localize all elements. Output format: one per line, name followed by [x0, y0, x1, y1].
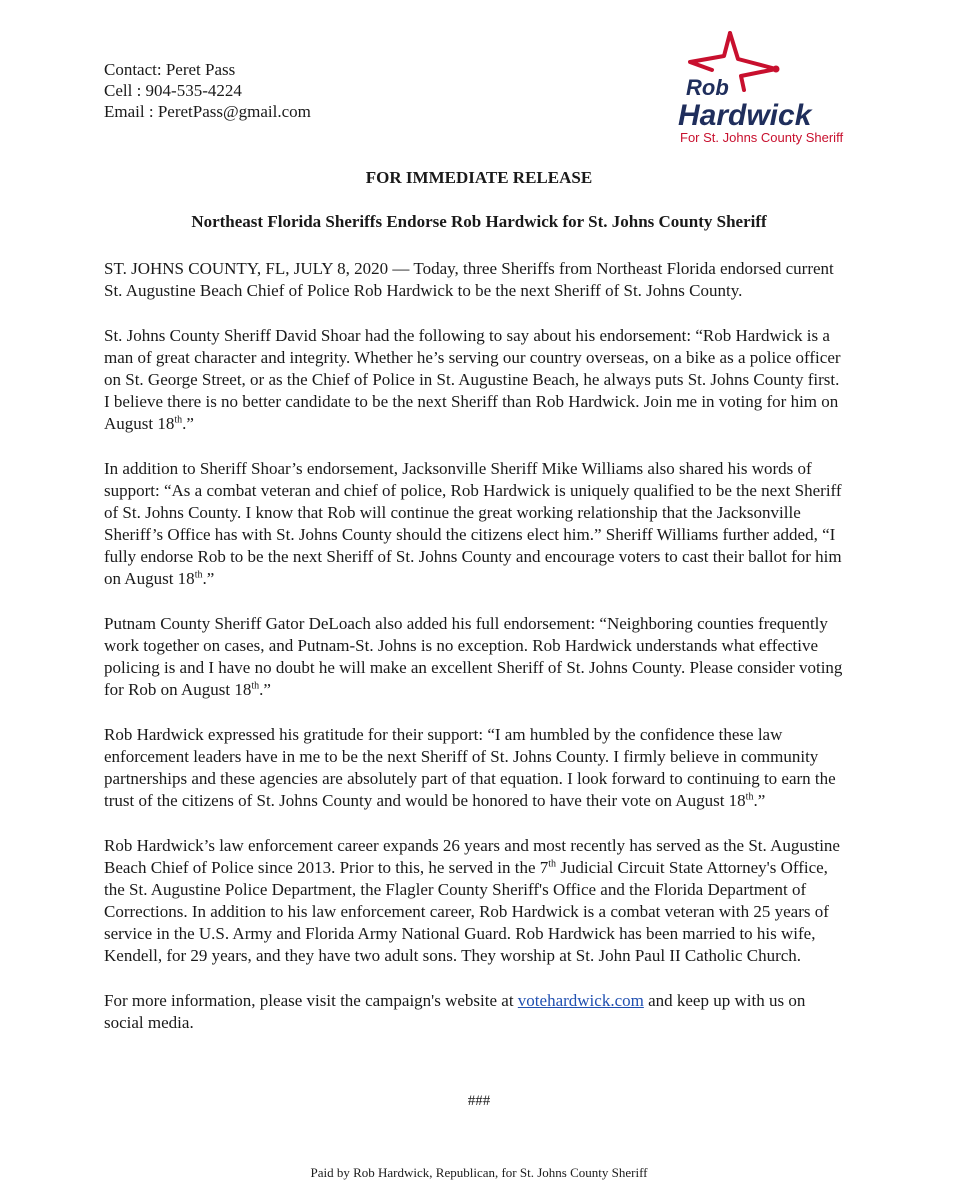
website-link[interactable]: votehardwick.com	[517, 991, 644, 1010]
paragraph-4: Putnam County Sheriff Gator DeLoach also added his full endorsement: “Neighboring counties frequently work together on cases, and Putnam-St. Johns is no exception. Rob Hardwick understands what effective policing is and I have no doubt he will make an excellent Sheriff of St. Johns County. Please consider voting for Rob on August 18th.”	[104, 614, 843, 699]
campaign-logo	[668, 30, 868, 148]
paragraph-6: Rob Hardwick’s law enforcement career expands 26 years and most recently has served as the St. Augustine Beach Chief of Police since 2013. Prior to this, he served in the 7th Judicial Circuit State Attorney's Office, the St. Augustine Police Department, the Flagler County Sheriff's Office and the Florida Department of Corrections. In addition to his law enforcement career, Rob Hardwick is a combat veteran with 25 years of service in the U.S. Army and Florida Army National Guard. Rob Hardwick has been married to his wife, Kendell, for 29 years, and they have two adult sons. They worship at St. John Paul II Catholic Church.	[104, 836, 840, 965]
release-label: FOR IMMEDIATE RELEASE	[365, 168, 593, 187]
paragraph-3: In addition to Sheriff Shoar’s endorsement, Jacksonville Sheriff Mike Williams also shared his words of support: “As a combat veteran and chief of police, Rob Hardwick is uniquely qualified to be the next Sheriff of St. Johns County. I know that Rob will continue the great working relationship that the Jacksonville Sheriff’s Office has with St. Johns County should the citizens elect him.” Sheriff Williams further added, “I fully endorse Rob to be the next Sheriff of St. Johns County and encourage voters to cast their ballot for him on August 18th.”	[104, 459, 842, 588]
contact-block	[104, 59, 311, 122]
logo-last-name: Hardwick	[678, 99, 812, 132]
paid-for-disclaimer: Paid by Rob Hardwick, Republican, for St. Johns County Sheriff	[310, 1165, 648, 1180]
headline: Northeast Florida Sheriffs Endorse Rob Hardwick for St. Johns County Sheriff	[191, 212, 767, 231]
paragraph-5: Rob Hardwick expressed his gratitude for their support: “I am humbled by the confidence these law enforcement leaders have in me to be the next Sheriff of St. Johns County. I firmly believe in community partnerships and these agencies are absolutely part of that equation. I look forward to continuing to earn the trust of the citizens of St. Johns County and would be honored to have their vote on August 18th.”	[104, 725, 836, 810]
paragraph-7: For more information, please visit the campaign's website at votehardwick.com and keep up with us on social media.	[104, 991, 806, 1032]
star-dot	[773, 66, 780, 73]
end-mark: ###	[467, 1093, 491, 1109]
paragraph-1: ST. JOHNS COUNTY, FL, JULY 8, 2020 — Today, three Sheriffs from Northeast Florida endorsed current St. Augustine Beach Chief of Police Rob Hardwick to be the next Sheriff of St. Johns County.	[104, 259, 834, 300]
paragraph-2: St. Johns County Sheriff David Shoar had the following to say about his endorsement: “Rob Hardwick is a man of great character and integrity. Whether he’s serving our country overseas, on a bike as a police officer on St. George Street, or as the Chief of Police in St. Augustine Beach, he always puts St. Johns County first. I believe there is no better candidate to be the next Sheriff than Rob Hardwick. Join me in voting for him on August 18th.”	[104, 326, 841, 433]
press-release-body	[104, 258, 849, 1057]
contact-email: Email : PeretPass@gmail.com	[104, 102, 311, 121]
contact-name: Contact: Peret Pass	[104, 60, 236, 79]
logo-first-name: Rob	[686, 75, 729, 100]
logo-tagline: For St. Johns County Sheriff	[680, 130, 844, 145]
contact-cell: Cell : 904-535-4224	[104, 81, 242, 100]
